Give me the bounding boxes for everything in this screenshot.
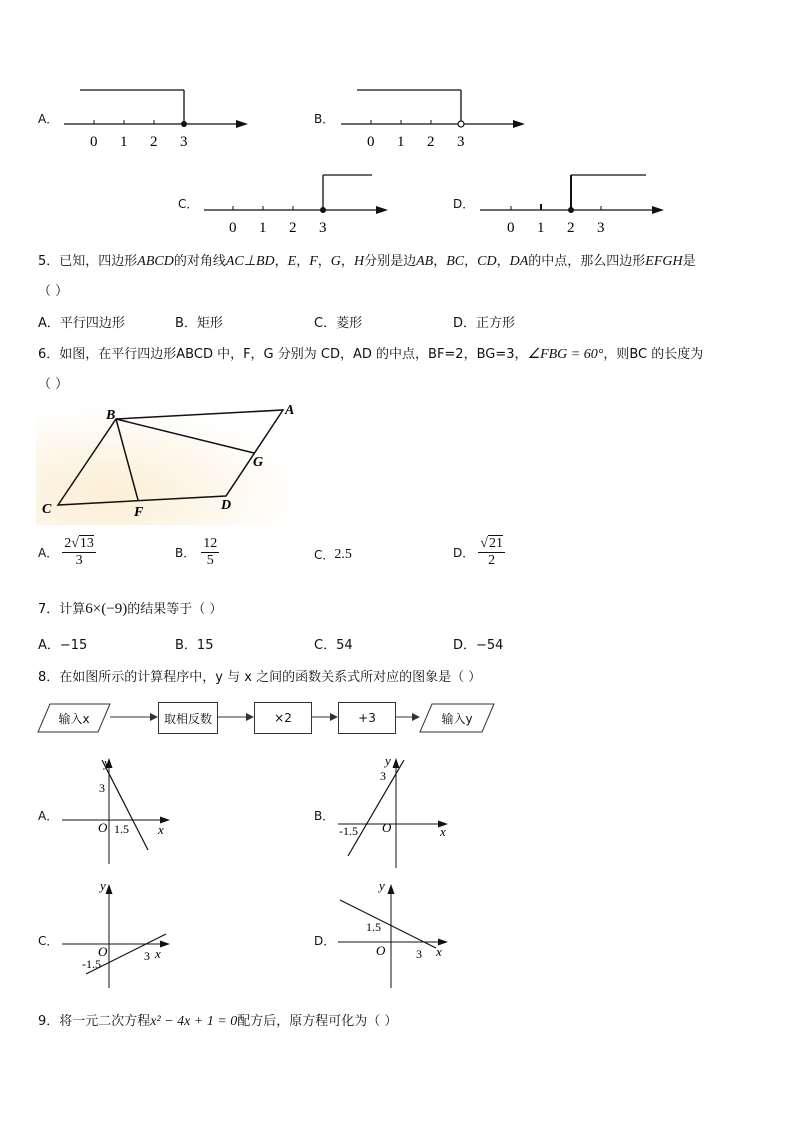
q6-c-value: 2.5 (334, 546, 352, 562)
q9-stem (38, 1010, 397, 1030)
q6-b-num: 12 (203, 536, 218, 551)
q6-d-radicand: 21 (488, 536, 503, 551)
q7-option-c[interactable]: C．54 (314, 638, 353, 653)
x-intercept: 1.5 (114, 822, 129, 836)
q7-option-b[interactable]: B．15 (175, 638, 214, 653)
flow-output-y: 输入y (441, 711, 473, 726)
q6-angle: ∠FBG = 60° (527, 347, 604, 362)
q8-graph-a (60, 752, 180, 870)
axis-x: x (158, 822, 164, 837)
tick-3: 3 (180, 134, 188, 150)
tick-1: 1 (120, 134, 128, 150)
q5-option-a[interactable]: A．平行四边形 (38, 316, 125, 331)
q6-paren: （ ） (38, 377, 69, 392)
q4-option-b-label[interactable]: B． (314, 112, 335, 126)
q5-f: F (309, 254, 318, 269)
q4-option-a-numberline (60, 84, 260, 154)
q5-comma-1: ， (296, 254, 310, 269)
tick-2: 2 (567, 220, 575, 236)
q6-option-b-label: B． (175, 546, 196, 560)
q5-text-4: 分别是边 (364, 254, 417, 269)
q4-option-a-label[interactable]: A． (38, 112, 59, 126)
q6-option-d-label: D． (453, 546, 475, 560)
q8-number: 8． (38, 670, 60, 685)
q5-bc: BC (446, 254, 465, 269)
x-intercept: -1.5 (339, 824, 358, 838)
y-intercept: 3 (380, 769, 386, 783)
label-c: C (42, 502, 52, 517)
q5-option-c[interactable]: C．菱形 (314, 316, 363, 331)
tick-3: 3 (319, 220, 327, 236)
q5-text-2: 的对角线 (173, 254, 226, 269)
q8-option-b-label[interactable]: B． (314, 809, 335, 823)
q5-text-6: 是 (682, 254, 696, 269)
q5-ac-perp-bd: AC⊥BD (225, 254, 275, 269)
q9-equation: x² − 4x + 1 = 0 (150, 1014, 238, 1029)
q6-option-b[interactable] (175, 536, 219, 569)
q5-ab: AB (416, 254, 434, 269)
q5-option-d[interactable]: D．正方形 (453, 316, 516, 331)
axis-y: y (104, 755, 110, 770)
tick-1: 1 (537, 220, 545, 236)
q5-abcd: ABCD (137, 254, 174, 269)
axis-y: y (100, 878, 106, 893)
q9-text-1: 将一元二次方程 (59, 1014, 151, 1029)
q6-a-den: 3 (75, 553, 83, 568)
q6-option-a[interactable] (38, 536, 96, 569)
q7-number: 7． (38, 602, 60, 617)
q5-cd: CD (477, 254, 497, 269)
x-intercept: 3 (144, 949, 150, 963)
q5-comma-4: ， (433, 254, 447, 269)
q6-option-d-fraction: $\frac{√21}{2}$ (480, 536, 503, 568)
q5-comma-3: ， (340, 254, 354, 269)
flow-plus-3: +3 (338, 702, 396, 734)
q6-option-c[interactable] (314, 546, 352, 563)
q5-da: DA (509, 254, 529, 269)
origin: O (98, 944, 108, 959)
q5-paren: （ ） (38, 284, 69, 299)
origin: O (376, 943, 386, 958)
flow-times-2: ×2 (254, 702, 312, 734)
q5-text-1: 已知，四边形 (59, 254, 138, 269)
q6-a-coef: 2 (64, 536, 72, 551)
q5-comma-5: ， (464, 254, 478, 269)
tick-2: 2 (150, 134, 158, 150)
tick-3: 3 (597, 220, 605, 236)
q5-comma-6: ， (496, 254, 510, 269)
q6-d-den: 2 (488, 553, 496, 568)
q6-stem (38, 343, 703, 363)
tick-2: 2 (289, 220, 297, 236)
q9-number: 9． (38, 1014, 60, 1029)
q6-number: 6． (38, 347, 60, 362)
label-b: B (106, 408, 116, 423)
q7-expression: 6×(−9) (85, 601, 128, 617)
tick-0: 0 (367, 134, 375, 150)
axis-x: x (155, 946, 161, 961)
q6-option-d[interactable] (453, 536, 505, 569)
label-d: D (221, 498, 232, 513)
q7-stem (38, 598, 222, 618)
q6-option-c-label: C． (314, 548, 335, 562)
q8-graph-d (336, 876, 456, 992)
axis-y: y (379, 878, 385, 893)
tick-1: 1 (397, 134, 405, 150)
flow-input-x: 输入x (58, 711, 90, 726)
q6-option-a-fraction: $\frac{2√13}{3}$ (64, 536, 94, 568)
y-intercept: 1.5 (366, 920, 381, 934)
axis-y: y (385, 753, 391, 768)
q5-text-3: ， (274, 254, 288, 269)
q8-option-c-label[interactable]: C． (38, 934, 59, 948)
q9-text-2: 配方后，原方程可化为（ ） (237, 1014, 398, 1029)
q8-graph-c (60, 876, 180, 992)
q8-stem (38, 666, 481, 685)
q5-efgh: EFGH (645, 254, 683, 269)
tick-0: 0 (507, 220, 515, 236)
flow-negate: 取相反数 (158, 702, 218, 734)
tick-0: 0 (229, 220, 237, 236)
origin: O (98, 820, 108, 835)
tick-3: 3 (457, 134, 465, 150)
q5-number: 5． (38, 254, 60, 269)
q5-stem (38, 250, 696, 270)
q8-option-a-label[interactable]: A． (38, 809, 59, 823)
q5-h: H (353, 254, 365, 269)
q4-option-c-label[interactable]: C． (178, 197, 199, 211)
axis-x: x (436, 944, 442, 959)
q8-option-d-label[interactable]: D． (314, 934, 336, 948)
q4-option-c-numberline (200, 170, 400, 240)
q6-a-radicand: 13 (79, 536, 94, 551)
q6-option-b-fraction (201, 536, 219, 569)
q5-option-b[interactable]: B．矩形 (175, 316, 223, 331)
q5-e: E (287, 254, 297, 269)
q6-parallelogram-figure (36, 400, 316, 525)
label-a: A (285, 403, 295, 418)
q5-g: G (330, 254, 341, 269)
label-f: F (134, 505, 144, 520)
y-intercept: 3 (99, 781, 105, 795)
axis-x: x (440, 824, 446, 839)
q5-comma-2: ， (317, 254, 331, 269)
label-g: G (253, 455, 264, 470)
tick-1: 1 (259, 220, 267, 236)
q6-option-a-label: A． (38, 546, 59, 560)
q6-text-2: ，则BC 的长度为 (603, 347, 704, 362)
tick-2: 2 (427, 134, 435, 150)
q7-option-a[interactable]: A．−15 (38, 638, 88, 653)
q8-text: 在如图所示的计算程序中，y 与 x 之间的函数关系式所对应的图象是（ ） (59, 670, 482, 685)
q7-text-1: 计算 (59, 602, 86, 617)
q4-option-d-numberline (476, 170, 676, 240)
q4-option-b-numberline (337, 84, 537, 154)
q7-text-2: 的结果等于（ ） (127, 602, 223, 617)
x-intercept: 3 (416, 947, 422, 961)
q6-text-1: 如图，在平行四边形ABCD 中，F，G 分别为 CD，AD 的中点，BF=2，BG=3， (59, 347, 528, 362)
origin: O (382, 820, 392, 835)
q4-option-d-label[interactable]: D． (453, 197, 475, 211)
y-intercept: -1.5 (82, 957, 101, 971)
q8-graph-b (336, 752, 456, 870)
q7-option-d[interactable]: D．−54 (453, 638, 504, 653)
q6-b-den: 5 (206, 553, 214, 568)
q5-text-5: 的中点，那么四边形 (528, 254, 646, 269)
tick-0: 0 (90, 134, 98, 150)
